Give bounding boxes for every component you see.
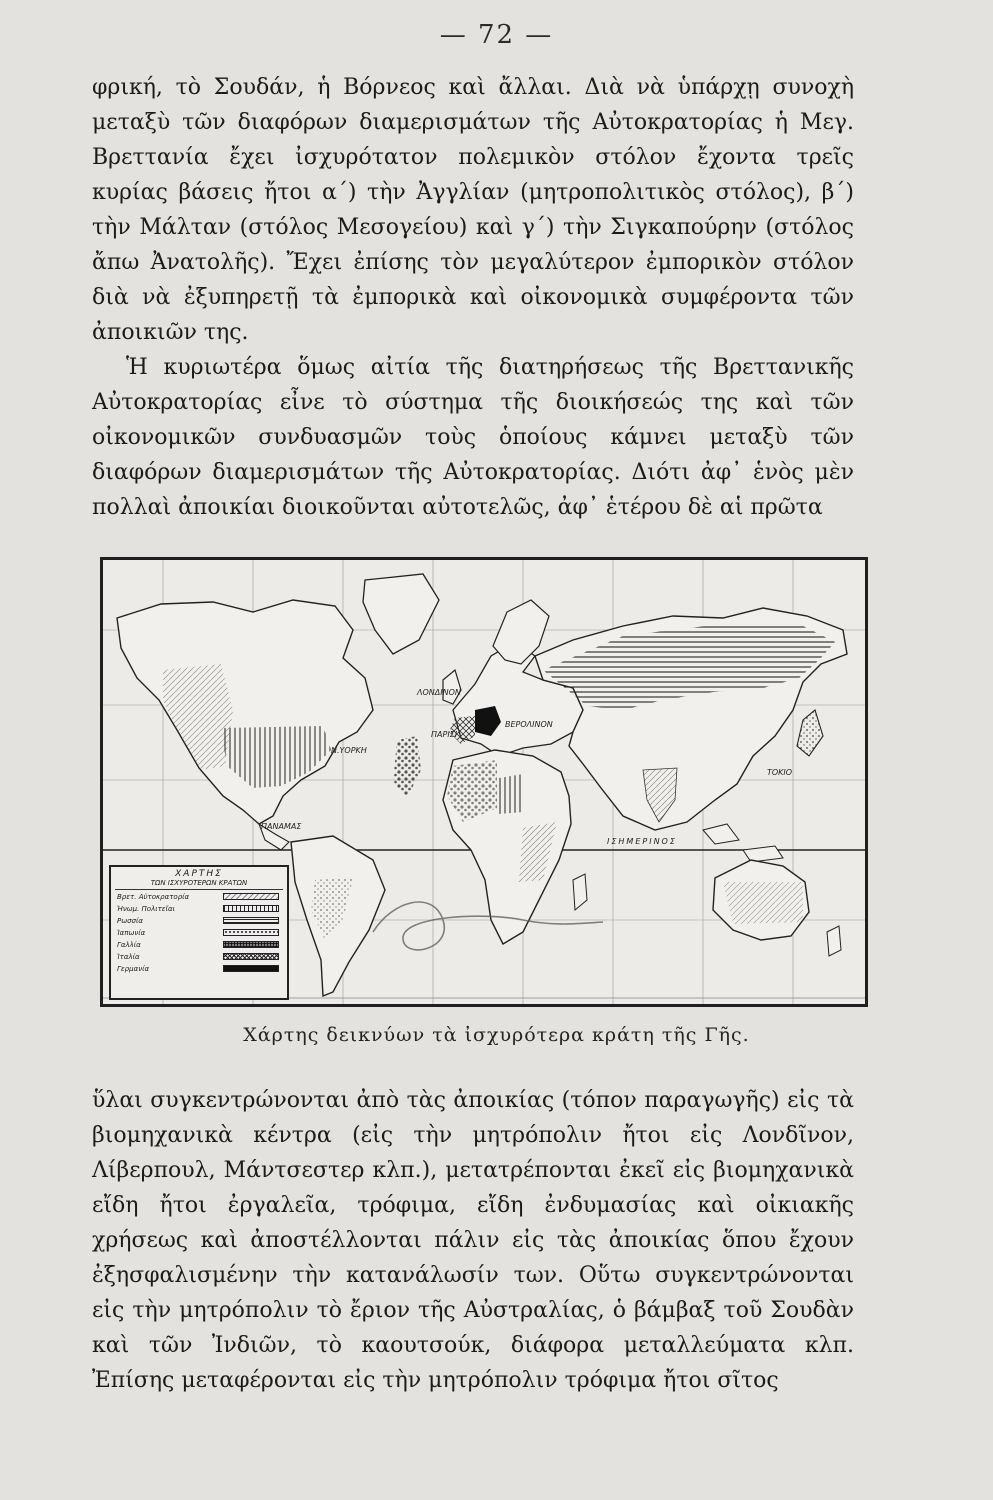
legend-item-label: Γαλλία bbox=[117, 940, 141, 949]
legend-item bbox=[117, 963, 281, 974]
text-block-bottom bbox=[92, 1083, 854, 1398]
map-label-equator: ΙΣΗΜΕΡΙΝΟΣ bbox=[607, 837, 677, 846]
japan-region bbox=[797, 710, 823, 756]
figure-caption: Χάρτης δεικνύων τὰ ἰσχυρότερα κράτη τῆς Γῆς. bbox=[243, 1024, 750, 1046]
map-label-london: ΛΟΝΔΙΝΟΝ bbox=[417, 688, 461, 697]
page-number: — 72 — bbox=[439, 20, 554, 50]
paragraph: Ἡ κυριωτέρα ὅμως αἰτία τῆς διατηρήσεως τῆς Βρεττανικῆς Αὐτοκρατορίας εἶνε τὸ σύστημα τῆς διοικήσεώς της καὶ τῶν οἰκονομικῶν συνδυασμῶν τοὺς ὁποίους κάμνει μεταξὺ τῶν διαφόρων διαμερισμάτων τῆς Αὐτοκρατορίας. Διότι ἀφ᾽ ἑνὸς μὲν πολλαὶ ἀποικίαι διοικοῦνται αὐτοτελῶς, ἀφ᾽ ἑτέρου δὲ αἱ πρῶτα bbox=[92, 355, 854, 520]
legend-item bbox=[117, 951, 281, 962]
map-legend bbox=[109, 865, 289, 1000]
map-label-paris: ΠΑΡΙΣΙ bbox=[431, 730, 458, 739]
legend-item bbox=[117, 915, 281, 926]
british-isles bbox=[443, 670, 461, 704]
map-label-new-york: Ν.ΥΟΡΚΗ bbox=[331, 746, 367, 755]
legend-item bbox=[117, 939, 281, 950]
north-america bbox=[117, 600, 373, 824]
legend-swatch bbox=[223, 893, 279, 900]
greenland bbox=[363, 574, 439, 654]
legend-swatch bbox=[223, 929, 279, 936]
paragraph: φρική, τὸ Σουδάν, ἡ Βόρνεος καὶ ἄλλαι. Διὰ νὰ ὑπάρχῃ συνοχὴ μεταξὺ τῶν διαφόρων διαμερισμάτων τῆς Αὐτοκρατορίας ἡ Μεγ. Βρεττανία ἔχει ἰσχυρότατον πολεμικὸν στόλον ἔχοντα τρεῖς κυρίας βάσεις ἤτοι α΄) τὴν Ἀγγλίαν (μητροπολιτικὸς στόλος), β΄) τὴν Μάλταν (στόλος Μεσογείου) καὶ γ΄) τὴν Σιγκαπούρην (στόλος ἄπω Ἀνατολῆς). Ἔχει ἐπίσης τὸν μεγαλύτερον ἐμπορικὸν στόλον διὰ νὰ ἐξυπηρετῇ τὰ ἐμπορικὰ καὶ οἰκονομικὰ συμφέροντα τῶν ἀποικιῶν της. bbox=[92, 75, 854, 345]
legend-item-label: Βρετ. Αὐτοκρατορία bbox=[117, 892, 190, 901]
legend-swatch bbox=[223, 917, 279, 924]
canada-region bbox=[163, 664, 233, 770]
map-label-berlin: ΒΕΡΟΛΙΝΟΝ bbox=[505, 720, 553, 729]
legend-item bbox=[117, 927, 281, 938]
legend-item-label: Γερμανία bbox=[117, 964, 150, 973]
world-map-figure bbox=[100, 557, 868, 1007]
legend-item-label: Ἰταλία bbox=[117, 952, 140, 961]
legend-item-label: Ρωσσία bbox=[117, 916, 143, 925]
legend-item bbox=[117, 903, 281, 914]
paragraph: ὕλαι συγκεντρώνονται ἀπὸ τὰς ἀποικίας (τόπον παραγωγῆς) εἰς τὰ βιομηχανικὰ κέντρα (εἰς τὴν μητρόπολιν ἤτοι εἰς Λονδῖνον, Λίβερπουλ, Μάντσεστερ κλπ.), μετατρέπονται ἐκεῖ εἰς βιομηχανικὰ εἴδη ἤτοι ἐργαλεῖα, τρόφιμα, εἴδη ἐνδυμασίας καὶ οἰκιακῆς χρήσεως καὶ ἀποστέλλονται πάλιν εἰς τὰς ἀποικίας ὅπου ἔχουν ἐξησφαλισμένην τὴν κατανάλωσίν των. Οὕτω συγκεντρώνονται εἰς τὴν μητρόπολιν τὸ ἔριον τῆς Αὐστραλίας, ὁ βάμβαξ τοῦ Σουδὰν καὶ τῶν Ἰνδιῶν, τὸ καουτσούκ, διάφορα μεταλλεύματα κλπ. Ἐπίσης μεταφέρονται εἰς τὴν μητρόπολιν τρόφιμα ἤτοι σῖτος bbox=[92, 1088, 854, 1393]
text-block-top bbox=[92, 70, 854, 525]
legend-item-label: Ἰαπωνία bbox=[117, 928, 146, 937]
legend-item-label: Ἡνωμ. Πολιτεῖαι bbox=[117, 904, 175, 913]
legend-swatch bbox=[223, 953, 279, 960]
legend-swatch bbox=[223, 941, 279, 948]
legend-swatch bbox=[223, 965, 279, 972]
legend-item bbox=[117, 891, 281, 902]
handwritten-signature bbox=[373, 902, 603, 950]
legend-subtitle: ΤΩΝ ΙΣΧΥΡΟΤΕΡΩΝ ΚΡΑΤΩΝ bbox=[115, 879, 283, 890]
map-label-tokyo: ΤΟΚΙΟ bbox=[767, 768, 793, 777]
legend-title: ΧΑΡΤΗΣ bbox=[175, 869, 223, 879]
legend-swatch bbox=[223, 905, 279, 912]
map-label-panama: ΠΑΝΑΜΑΣ bbox=[261, 822, 302, 831]
